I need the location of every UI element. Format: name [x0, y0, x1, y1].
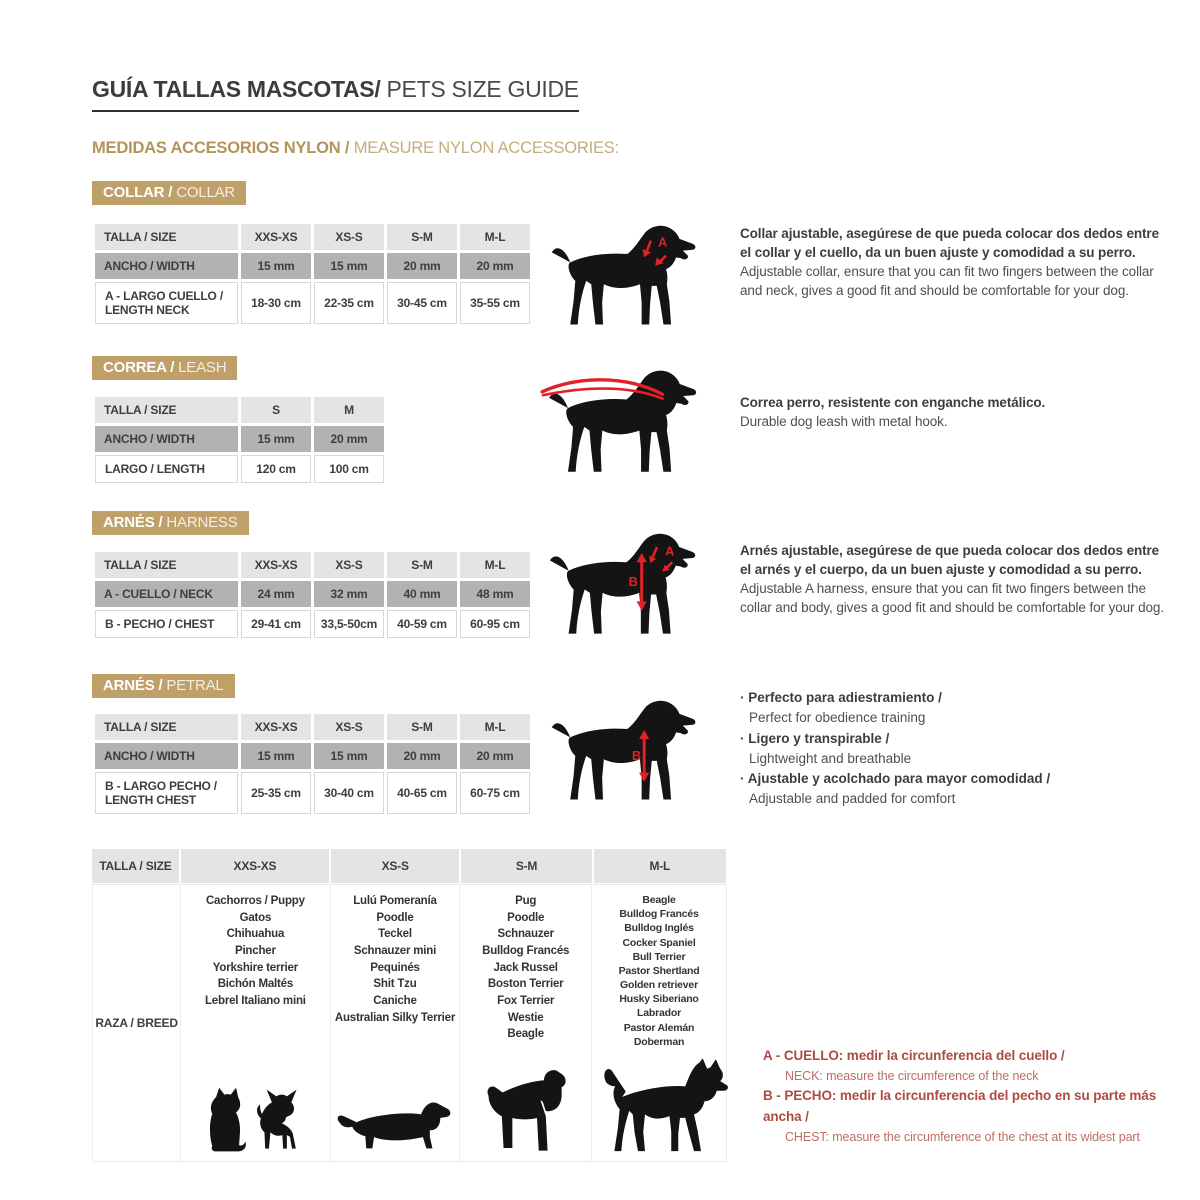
harness-description — [740, 541, 1172, 618]
doberman-silhouette-icon — [589, 1058, 729, 1155]
badge-es: CORREA / — [103, 359, 179, 376]
row-label-cell: B - PECHO / CHEST — [95, 610, 238, 638]
row-label-cell: RAZA / BREED — [92, 884, 181, 1162]
value-cell: 20 mm — [387, 743, 457, 769]
size-header-cell: XS-S — [331, 849, 459, 883]
size-header-cell: S — [241, 397, 311, 423]
breed-item: Labrador — [637, 1007, 681, 1020]
breed-item: Jack Russel — [493, 961, 558, 974]
breed-item: Lebrel Italiano mini — [204, 995, 306, 1008]
harness-section-badge — [92, 511, 249, 535]
value-cell: 15 mm — [314, 743, 384, 769]
value-cell: 40-59 cm — [387, 610, 457, 638]
breed-list — [619, 885, 700, 1049]
note-es: A - CUELLO: medir la circunferencia del cuello / — [763, 1048, 1065, 1063]
leash-desc-es: Correa perro, resistente con enganche metálico. — [740, 395, 1046, 410]
chihuahua-silhouette-icon — [254, 1087, 310, 1155]
page-title — [92, 76, 579, 112]
breed-item: Beagle — [507, 1028, 544, 1041]
badge-en: COLLAR — [176, 184, 236, 201]
value-cell: 22-35 cm — [314, 282, 384, 324]
value-cell: 30-40 cm — [314, 772, 384, 814]
breed-item: Beagle — [642, 894, 676, 906]
size-header-cell: S-M — [461, 849, 591, 883]
breed-item: Schnauzer — [497, 928, 554, 941]
page-subtitle-en: MEASURE NYLON ACCESSORIES: — [353, 139, 619, 157]
collar-size-table — [92, 221, 533, 327]
breed-item: Shit Tzu — [373, 978, 417, 991]
cat-silhouette-icon — [200, 1085, 246, 1155]
breed-item: Doberman — [633, 1035, 685, 1048]
breed-size-table — [92, 849, 726, 1162]
dachshund-silhouette-icon — [334, 1093, 456, 1155]
row-label-cell: LARGO / LENGTH — [95, 455, 238, 483]
row-label-cell: TALLA / SIZE — [95, 397, 238, 423]
value-cell: 24 mm — [241, 581, 311, 607]
breed-list — [482, 885, 569, 1043]
page-title-en: PETS SIZE GUIDE — [380, 76, 579, 102]
breed-item: Australian Silky Terrier — [334, 1011, 456, 1024]
petral-size-table — [92, 711, 533, 817]
page-subtitle — [92, 139, 619, 158]
breed-list — [335, 885, 455, 1026]
breed-item: Pug — [515, 895, 537, 907]
leash-desc-en: Durable dog leash with metal hook. — [740, 414, 948, 430]
value-cell: 30-45 cm — [387, 282, 457, 324]
measure-label-a: A — [658, 235, 668, 250]
value-cell: 33,5-50cm — [314, 610, 384, 638]
value-cell: 20 mm — [314, 426, 384, 452]
size-header-cell: XXS-XS — [181, 849, 329, 883]
row-label-cell: TALLA / SIZE — [95, 714, 238, 740]
size-header-cell: M-L — [460, 224, 530, 250]
value-cell: 120 cm — [241, 455, 311, 483]
collar-dog-diagram-icon — [540, 220, 708, 330]
size-header-cell: TALLA / SIZE — [92, 849, 179, 883]
breed-list — [205, 885, 306, 1010]
harness-desc-es: Arnés ajustable, asegúrese de que pueda colocar dos dedos entre el arnés y el cuerpo, da un buen ajuste y comodidad a su perro. — [740, 543, 1160, 578]
size-header-cell: S-M — [387, 552, 457, 578]
value-cell: 40 mm — [387, 581, 457, 607]
harness-size-table — [92, 549, 533, 641]
petral-bullet-en: Perfect for obedience training — [749, 710, 926, 726]
breed-item: Golden retriever — [620, 979, 698, 992]
badge-es: ARNÉS / — [103, 677, 167, 694]
size-header-cell: S-M — [387, 224, 457, 250]
petral-section-badge — [92, 674, 235, 698]
breed-item: Bulldog Francés — [619, 908, 699, 921]
breed-item: Pequinés — [370, 961, 420, 974]
value-cell: 18-30 cm — [241, 282, 311, 324]
breed-item: Poodle — [507, 911, 545, 924]
page-subtitle-es: MEDIDAS ACCESORIOS NYLON / — [92, 139, 354, 157]
leash-section-badge — [92, 356, 237, 380]
breed-item: Bulldog Inglés — [624, 922, 694, 935]
breed-item: Pastor Shertland — [618, 964, 700, 977]
badge-es: ARNÉS / — [103, 514, 167, 531]
leash-size-table — [92, 394, 387, 486]
value-cell: 20 mm — [387, 253, 457, 279]
badge-en: LEASH — [178, 359, 227, 376]
breed-column-xxs-xs — [180, 884, 331, 1162]
breed-item: Caniche — [373, 995, 417, 1008]
row-label-cell: B - LARGO PECHO / LENGTH CHEST — [95, 772, 238, 814]
petral-bullet-es: · Perfecto para adiestramiento / — [740, 688, 1180, 708]
breed-item: Poodle — [376, 911, 414, 924]
value-cell: 15 mm — [241, 426, 311, 452]
row-label-cell: TALLA / SIZE — [95, 224, 238, 250]
measurement-notes — [763, 1046, 1198, 1148]
breed-table-header — [92, 849, 726, 883]
petral-feature-list — [740, 688, 1180, 810]
collar-description — [740, 224, 1172, 301]
collar-desc-es: Collar ajustable, asegúrese de que pueda colocar dos dedos entre el collar y el cuello, da un buen ajuste y comodidad a su perro. — [740, 226, 1159, 261]
size-header-cell: XXS-XS — [241, 552, 311, 578]
breed-column-xs-s — [330, 884, 461, 1162]
value-cell: 20 mm — [460, 253, 530, 279]
size-header-cell: XS-S — [314, 224, 384, 250]
note-en: NECK: measure the circumference of the neck — [785, 1068, 1039, 1083]
breed-table-body — [92, 884, 726, 1162]
breed-item: Schnauzer mini — [353, 945, 437, 958]
note-es: B - PECHO: medir la circunferencia del pecho en su parte más ancha / — [763, 1088, 1157, 1125]
size-header-cell: M-L — [460, 714, 530, 740]
row-label-cell: ANCHO / WIDTH — [95, 743, 238, 769]
petral-bullet-en: Lightweight and breathable — [749, 750, 912, 766]
size-header-cell: M-L — [594, 849, 726, 883]
value-cell: 29-41 cm — [241, 610, 311, 638]
row-label-cell: TALLA / SIZE — [95, 552, 238, 578]
value-cell: 25-35 cm — [241, 772, 311, 814]
size-header-cell: XS-S — [314, 714, 384, 740]
page-title-es: GUÍA TALLAS MASCOTAS/ — [92, 76, 381, 102]
value-cell: 100 cm — [314, 455, 384, 483]
badge-en: PETRAL — [166, 677, 224, 694]
petral-bullet-es: · Ligero y transpirable / — [740, 729, 1180, 749]
leash-dog-diagram-icon — [537, 365, 709, 477]
size-header-cell: XXS-XS — [241, 714, 311, 740]
breed-item: Bichón Maltés — [217, 978, 294, 991]
breed-column-m-l — [591, 884, 727, 1162]
row-label-cell: ANCHO / WIDTH — [95, 253, 238, 279]
measure-label-b: B — [632, 749, 642, 764]
badge-es: COLLAR / — [103, 184, 177, 201]
breed-item: Lulú Pomeranía — [353, 895, 437, 907]
collar-desc-en: Adjustable collar, ensure that you can fit two fingers between the collar and neck, gives a good fit and should be comfortable for your dog. — [740, 264, 1154, 299]
silhouette-row — [200, 1085, 310, 1161]
schnauzer-silhouette-icon — [475, 1067, 577, 1155]
breed-item: Pastor Alemán — [623, 1021, 695, 1034]
row-label-cell: A - CUELLO / NECK — [95, 581, 238, 607]
silhouette-row — [334, 1093, 456, 1161]
silhouette-row — [589, 1058, 729, 1161]
leash-description — [740, 393, 1172, 431]
harness-desc-en: Adjustable A harness, ensure that you can fit two fingers between the collar and body, gives a good fit and should be comfortable for your dog. — [740, 581, 1164, 616]
value-cell: 15 mm — [241, 743, 311, 769]
breed-item: Husky Siberiano — [619, 993, 699, 1006]
breed-item: Boston Terrier — [487, 978, 564, 991]
value-cell: 40-65 cm — [387, 772, 457, 814]
note-en: CHEST: measure the circumference of the chest at its widest part — [785, 1130, 1140, 1145]
row-label-cell: ANCHO / WIDTH — [95, 426, 238, 452]
size-header-cell: XXS-XS — [241, 224, 311, 250]
silhouette-row — [475, 1067, 577, 1161]
value-cell: 60-95 cm — [460, 610, 530, 638]
harness-dog-diagram-icon — [538, 528, 708, 639]
measure-label-a: A — [665, 543, 675, 559]
petral-bullet-en: Adjustable and padded for comfort — [749, 791, 956, 807]
breed-item: Gatos — [239, 911, 272, 924]
value-cell: 48 mm — [460, 581, 530, 607]
breed-item: Pincher — [234, 945, 276, 958]
breed-item: Fox Terrier — [497, 995, 555, 1008]
collar-section-badge — [92, 181, 246, 205]
value-cell: 15 mm — [241, 253, 311, 279]
breed-item: Bull Terrier — [632, 950, 686, 963]
petral-dog-diagram-icon — [540, 695, 708, 805]
value-cell: 20 mm — [460, 743, 530, 769]
size-header-cell: XS-S — [314, 552, 384, 578]
value-cell: 32 mm — [314, 581, 384, 607]
value-cell: 35-55 cm — [460, 282, 530, 324]
breed-item: Westie — [507, 1011, 544, 1024]
measure-label-b: B — [628, 574, 638, 590]
breed-item: Bulldog Francés — [482, 945, 570, 958]
size-header-cell: M — [314, 397, 384, 423]
petral-bullet-es: · Ajustable y acolchado para mayor comodidad / — [740, 769, 1180, 789]
breed-column-s-m — [459, 884, 592, 1162]
breed-item: Teckel — [378, 928, 412, 941]
breed-item: Cachorros / Puppy — [205, 895, 305, 907]
badge-en: HARNESS — [166, 514, 238, 531]
breed-item: Yorkshire terrier — [212, 961, 298, 974]
value-cell: 60-75 cm — [460, 772, 530, 814]
value-cell: 15 mm — [314, 253, 384, 279]
size-header-cell: S-M — [387, 714, 457, 740]
size-header-cell: M-L — [460, 552, 530, 578]
breed-item: Chihuahua — [226, 928, 285, 941]
breed-item: Cocker Spaniel — [622, 936, 696, 949]
row-label-cell: A - LARGO CUELLO / LENGTH NECK — [95, 282, 238, 324]
